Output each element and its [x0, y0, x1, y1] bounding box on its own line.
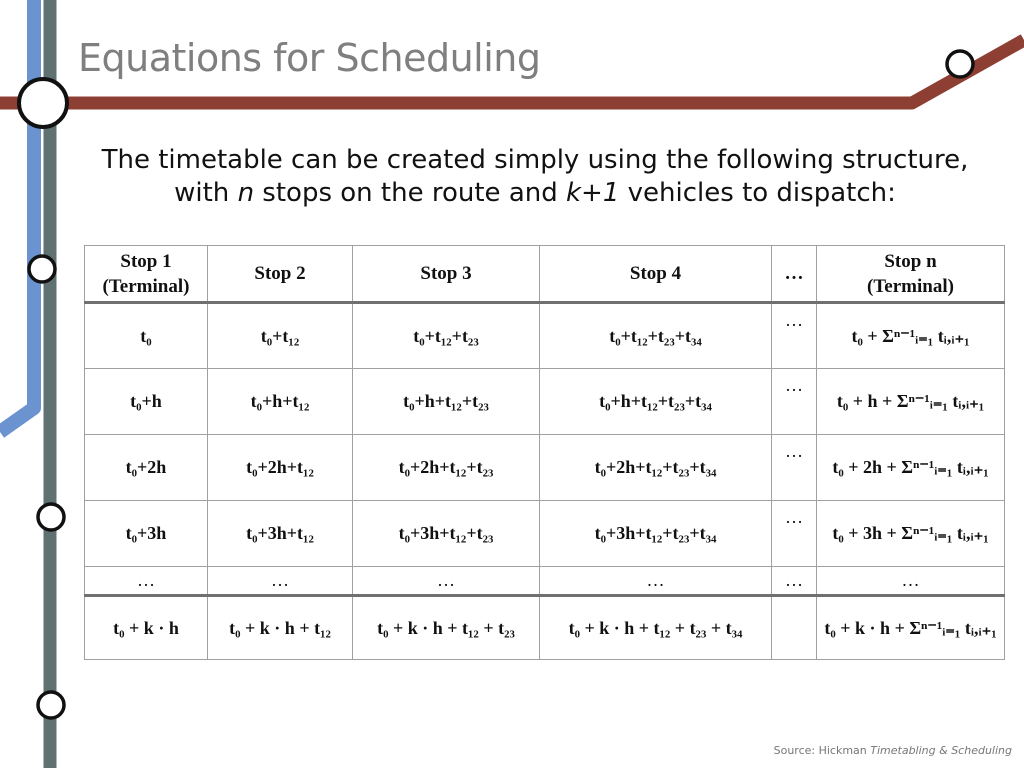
- cell-text: …: [646, 570, 665, 590]
- intro-text-part: vehicles to dispatch:: [619, 178, 896, 208]
- column-header-text: Stop n: [884, 250, 937, 272]
- table-cell: [208, 369, 353, 435]
- cell-text: …: [785, 570, 803, 590]
- timetable-table: [84, 245, 1005, 660]
- intro-text-part: with: [174, 178, 238, 208]
- table-cell: [85, 435, 208, 501]
- table-cell: [540, 501, 772, 567]
- column-header: [353, 246, 540, 303]
- table-cell: [817, 596, 1005, 660]
- table-cell: [353, 567, 540, 596]
- source-citation: [774, 744, 1012, 757]
- table-cell: [540, 303, 772, 369]
- cell-text: t₀ + 2h + Σⁿ⁻¹ᵢ₌₁ tᵢ,ᵢ₊₁: [832, 457, 989, 477]
- cell-text: …: [785, 375, 803, 395]
- cell-text: t₀+t₁₂+t₂₃: [413, 325, 479, 346]
- intro-var-n: n: [237, 178, 255, 208]
- cell-text: …: [901, 570, 920, 590]
- table-cell: [85, 501, 208, 567]
- cell-text: t₀+3h+t₁₂+t₂₃+t₃₄: [594, 523, 717, 543]
- table-cell: [772, 303, 817, 369]
- column-header-text: Stop 2: [254, 263, 306, 284]
- table-cell: [85, 303, 208, 369]
- table-row: [85, 369, 1005, 435]
- table-cell: [817, 567, 1005, 596]
- column-header-text: Stop 3: [420, 263, 472, 284]
- cell-text: t₀+h+t₁₂+t₂₃+t₃₄: [599, 391, 712, 411]
- cell-text: t₀+3h: [125, 523, 167, 543]
- column-header: [540, 246, 772, 303]
- column-header-text: …: [784, 263, 804, 284]
- cell-text: …: [437, 570, 455, 590]
- table-row: [85, 567, 1005, 596]
- cell-text: …: [271, 570, 289, 590]
- table-cell: [85, 567, 208, 596]
- stop-marker: [29, 256, 55, 282]
- table-cell: [540, 567, 772, 596]
- intro-text-part: stops on the route and: [254, 178, 566, 208]
- table-cell: [208, 596, 353, 660]
- table-row: [85, 501, 1005, 567]
- table-cell: [353, 596, 540, 660]
- table-cell: [353, 435, 540, 501]
- cell-text: t₀+2h: [125, 457, 167, 477]
- cell-text: t₀+3h+t₁₂+t₂₃: [398, 523, 494, 543]
- table-cell: [353, 369, 540, 435]
- source-prefix: Source: Hickman: [773, 744, 871, 757]
- table-cell: [540, 369, 772, 435]
- column-header: [817, 246, 1005, 303]
- table-cell: [817, 435, 1005, 501]
- cell-text: t₀ + k · h + Σⁿ⁻¹ᵢ₌₁ tᵢ,ᵢ₊₁: [824, 617, 997, 638]
- cell-text: t₀ + k · h + t₁₂: [229, 617, 331, 638]
- stop-marker: [38, 504, 64, 530]
- cell-text: …: [137, 570, 155, 590]
- table-row: [85, 435, 1005, 501]
- column-header: [772, 246, 817, 303]
- blue-route-line: [0, 0, 34, 432]
- column-header-text: (Terminal): [867, 275, 954, 297]
- cell-text: t₀+t₁₂: [260, 325, 300, 346]
- cell-text: …: [785, 310, 803, 330]
- table-cell: [817, 369, 1005, 435]
- table-cell: [817, 501, 1005, 567]
- intro-text: [60, 144, 1010, 210]
- cell-text: t₀+2h+t₁₂+t₂₃+t₃₄: [594, 457, 717, 477]
- stop-marker: [947, 51, 973, 77]
- cell-text: t₀+2h+t₁₂: [246, 457, 314, 477]
- table-cell: [208, 501, 353, 567]
- table-cell: [208, 567, 353, 596]
- cell-text: t₀+3h+t₁₂: [246, 523, 314, 543]
- table-cell: [208, 303, 353, 369]
- cell-text: t₀+h+t₁₂: [250, 391, 310, 411]
- table-cell: [85, 596, 208, 660]
- table-row: [85, 303, 1005, 369]
- intro-var-k: k+1: [566, 178, 620, 208]
- table-cell: [208, 435, 353, 501]
- source-work-title: Timetabling & Scheduling: [870, 744, 1012, 757]
- column-header-text: Stop 4: [629, 263, 682, 284]
- cell-text: t₀ + k · h: [113, 617, 179, 638]
- cell-text: t₀ + Σⁿ⁻¹ᵢ₌₁ tᵢ,ᵢ₊₁: [851, 325, 970, 346]
- table-cell: [772, 501, 817, 567]
- table-cell: [772, 369, 817, 435]
- table-cell: [772, 567, 817, 596]
- cell-text: t₀: [140, 325, 152, 346]
- table-cell: [353, 303, 540, 369]
- cell-text: …: [785, 507, 803, 527]
- column-header-text: (Terminal): [102, 275, 190, 297]
- stop-marker: [38, 692, 64, 718]
- cell-text: t₀+t₁₂+t₂₃+t₃₄: [609, 325, 702, 346]
- column-header-text: Stop 1: [120, 250, 172, 272]
- table-cell: [817, 303, 1005, 369]
- table-row: [85, 596, 1005, 660]
- cell-text: t₀ + k · h + t₁₂ + t₂₃: [377, 617, 515, 638]
- cell-text: t₀ + 3h + Σⁿ⁻¹ᵢ₌₁ tᵢ,ᵢ₊₁: [832, 523, 989, 543]
- table-cell: [772, 435, 817, 501]
- table-cell: [353, 501, 540, 567]
- cell-text: t₀ + h + Σⁿ⁻¹ᵢ₌₁ tᵢ,ᵢ₊₁: [836, 391, 985, 411]
- stop-marker-large: [19, 79, 67, 127]
- column-header: [208, 246, 353, 303]
- table-cell: [540, 435, 772, 501]
- cell-text: t₀ + k · h + t₁₂ + t₂₃ + t₃₄: [568, 617, 743, 638]
- table-cell: [772, 596, 817, 660]
- cell-text: t₀+h+t₁₂+t₂₃: [403, 391, 489, 411]
- cell-text: t₀+h: [130, 391, 162, 411]
- table-cell: [85, 369, 208, 435]
- cell-text: t₀+2h+t₁₂+t₂₃: [398, 457, 494, 477]
- intro-line-2: [60, 177, 1010, 210]
- table-header-row: [85, 246, 1005, 303]
- cell-text: …: [785, 441, 803, 461]
- table-cell: [540, 596, 772, 660]
- slide-title: Equations for Scheduling: [78, 36, 541, 80]
- intro-line-1: The timetable can be created simply using the following structure,: [101, 145, 969, 175]
- column-header: [85, 246, 208, 303]
